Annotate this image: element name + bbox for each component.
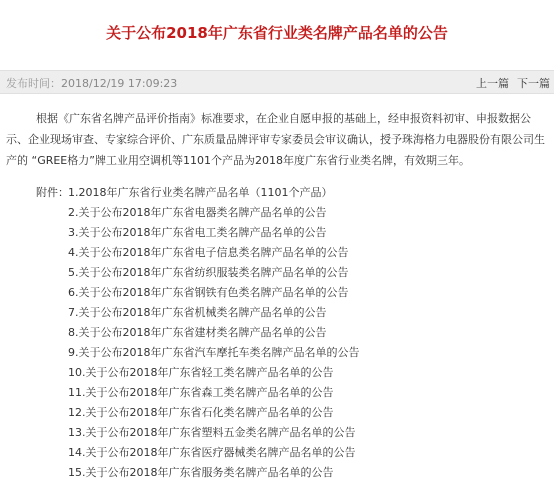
- attachment-row: [36, 343, 360, 363]
- attachment-row: [36, 403, 360, 423]
- attachment-row: [36, 183, 360, 203]
- attachment-row: [36, 463, 360, 483]
- attachment-link[interactable]: 2.关于公布2018年广东省电器类名牌产品名单的公告: [68, 206, 327, 219]
- attachment-link[interactable]: 8.关于公布2018年广东省建材类名牌产品名单的公告: [68, 326, 327, 339]
- attachment-row: [36, 363, 360, 383]
- next-article-link[interactable]: 下一篇: [517, 77, 550, 90]
- attachment-link[interactable]: 11.关于公布2018年广东省森工类名牌产品名单的公告: [68, 386, 334, 399]
- attachment-row: [36, 263, 360, 283]
- attachment-link[interactable]: 12.关于公布2018年广东省石化类名牌产品名单的公告: [68, 406, 334, 419]
- attachment-row: [36, 303, 360, 323]
- attachment-link[interactable]: 5.关于公布2018年广东省纺织服装类名牌产品名单的公告: [68, 266, 349, 279]
- attachment-link[interactable]: 3.关于公布2018年广东省电工类名牌产品名单的公告: [68, 226, 327, 239]
- publish-time-value: 2018/12/19 17:09:23: [61, 77, 178, 90]
- attachment-link[interactable]: 9.关于公布2018年广东省汽车摩托车类名牌产品名单的公告: [68, 346, 360, 359]
- attachment-link[interactable]: 4.关于公布2018年广东省电子信息类名牌产品名单的公告: [68, 246, 349, 259]
- attachment-link[interactable]: 13.关于公布2018年广东省塑料五金类名牌产品名单的公告: [68, 426, 356, 439]
- publish-time-label: 发布时间：: [6, 77, 61, 90]
- prev-article-link[interactable]: 上一篇: [476, 77, 509, 90]
- attachment-row: [36, 423, 360, 443]
- attachment-row: [36, 283, 360, 303]
- attachment-link[interactable]: 14.关于公布2018年广东省医疗器械类名牌产品名单的公告: [68, 446, 356, 459]
- page-title: 关于公布2018年广东省行业类名牌产品名单的公告: [106, 24, 448, 42]
- meta-bar: [0, 70, 554, 94]
- attachment-link[interactable]: 10.关于公布2018年广东省轻工类名牌产品名单的公告: [68, 366, 334, 379]
- attachment-label: 附件：: [36, 186, 69, 199]
- attachment-row: [36, 323, 360, 343]
- attachment-link[interactable]: 7.关于公布2018年广东省机械类名牌产品名单的公告: [68, 306, 327, 319]
- attachment-link[interactable]: 1.2018年广东省行业类名牌产品名单（1101个产品）: [68, 186, 333, 199]
- attachment-row: [36, 383, 360, 403]
- attachment-row: [36, 243, 360, 263]
- attachment-row: [36, 203, 360, 223]
- attachment-list: [36, 183, 360, 483]
- intro-paragraph: 根据《广东省名牌产品评价指南》标准要求，在企业自愿申报的基础上，经申报资料初审、申报数据公示、企业现场审查、专家综合评价、广东质量品牌评审专家委员会审议确认，授予珠海格力电器股份有限公司生产的 “GREE格力”牌工业用空调机等1101个产品为2018年度广东省行业类名牌，有效期三年。: [6, 112, 545, 167]
- attachment-row: [36, 223, 360, 243]
- attachment-link[interactable]: 6.关于公布2018年广东省钢铁有色类名牌产品名单的公告: [68, 286, 349, 299]
- publish-time: [6, 75, 177, 91]
- attachment-link[interactable]: 15.关于公布2018年广东省服务类名牌产品名单的公告: [68, 466, 334, 479]
- article-nav: [468, 75, 550, 91]
- attachment-row: [36, 443, 360, 463]
